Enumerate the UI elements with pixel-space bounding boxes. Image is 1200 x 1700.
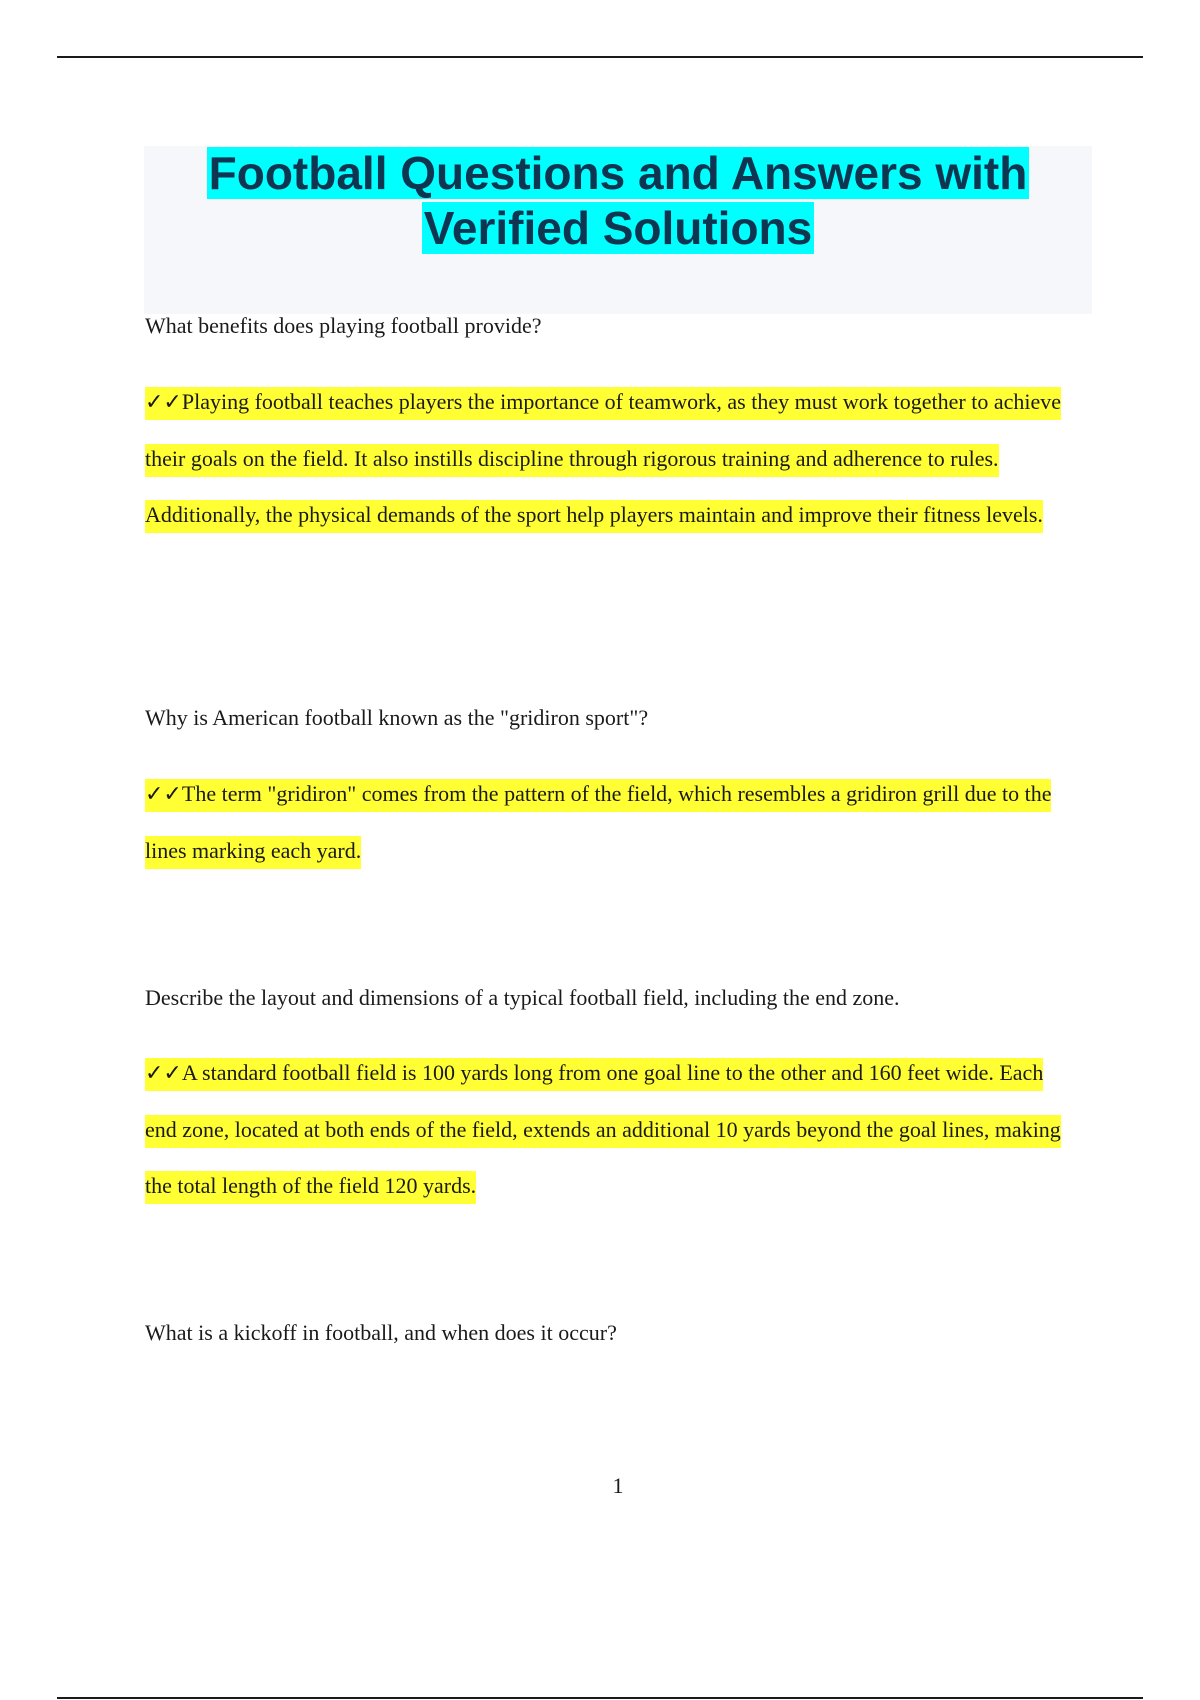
question-2: Why is American football known as the "gridiron sport"? (145, 705, 649, 730)
answer-2 (145, 766, 1080, 879)
page-title-text: Football Questions and Answers with Verified Solutions (208, 147, 1028, 254)
page-number: 1 (612, 1473, 624, 1498)
answer-1-highlight (145, 387, 1061, 533)
answer-1 (145, 374, 1080, 543)
question-1: What benefits does playing football provide? (145, 313, 542, 338)
question-4: What is a kickoff in football, and when does it occur? (145, 1320, 617, 1345)
page-title (144, 146, 1092, 256)
check-icon: ✓✓ (145, 390, 182, 415)
answer-3-text: A standard football field is 100 yards long from one goal line to the other and 160 feet wide. Each end zone, located at both ends of the field, extends an additional 10 yards beyond the goal lines, making the total length of the field 120 yards. (145, 1060, 1061, 1198)
answer-3 (145, 1045, 1080, 1214)
bottom-rule (57, 1697, 1143, 1699)
top-rule (57, 56, 1143, 58)
answer-2-highlight (145, 779, 1051, 869)
answer-3-highlight (145, 1058, 1061, 1204)
check-icon: ✓✓ (145, 1061, 182, 1086)
check-icon: ✓✓ (145, 782, 182, 807)
question-3: Describe the layout and dimensions of a typical football field, including the end zone. (145, 985, 900, 1010)
answer-1-text: Playing football teaches players the importance of teamwork, as they must work together to achieve their goals on the field. It also instills discipline through rigorous training and adherence to rules. Additionally, the physical demands of the sport help players maintain and improve their fitness levels. (145, 389, 1061, 527)
answer-2-text: The term "gridiron" comes from the pattern of the field, which resembles a gridiron grill due to the lines marking each yard. (145, 781, 1052, 863)
